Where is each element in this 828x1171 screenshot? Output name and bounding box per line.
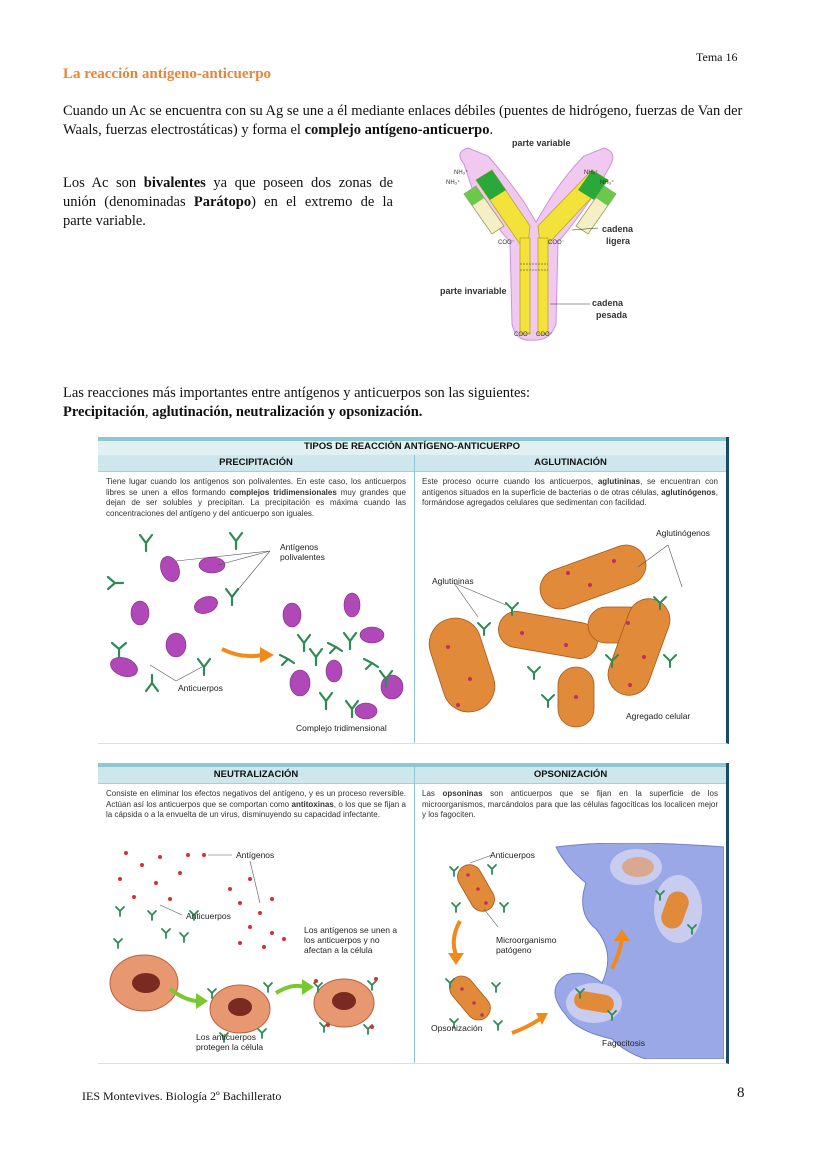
label-agregado-celular: Agregado celular — [626, 711, 691, 721]
precipitacion-desc — [106, 477, 406, 519]
neutra-d1: Consiste en eliminar los efectos negativos del antígeno, y es un proceso reversible. Actúan así los anticuerpos que se comportan como — [106, 789, 406, 809]
section-title: La reacción antígeno-anticuerpo — [63, 66, 272, 82]
precipitacion-heading: PRECIPITACIÓN — [98, 455, 414, 472]
neutralizacion-desc — [106, 789, 406, 821]
label-anticuerpos-protegen: Los anticuerpos protegen la célula — [196, 1032, 264, 1052]
bivalent-paragraph — [63, 174, 393, 231]
precip-d1: Tiene lugar cuando los antígenos son polivalentes. En este caso, los anticuerpos libres se unen a ellos formando — [106, 477, 406, 497]
aglutinacion-heading: AGLUTINACIÓN — [415, 455, 726, 472]
label-anticuerpos-precip: Anticuerpos — [178, 683, 223, 693]
p1-text-end: . — [489, 122, 494, 138]
label-fagocitosis: Fagocitosis — [602, 1038, 645, 1048]
label-coo-a: COO⁻ — [498, 240, 515, 246]
label-nh3-b: NH₃⁺ — [446, 180, 461, 186]
precip-d2: muy grandes que dejan de ser solubles y precipitan. La precipitación es máxima cuando las concentraciones del antígeno y del anticuerpo son iguales. — [106, 487, 406, 518]
label-antigenos-neutra: Antígenos — [236, 850, 275, 860]
p2-text2: ya que poseen dos zonas de unión (denominadas — [63, 175, 393, 210]
aglut-d1: Este proceso ocurre cuando los anticuerpos, — [422, 477, 598, 486]
p1-bold: complejo antígeno-anticuerpo — [304, 122, 490, 138]
neutra-bold: antitoxinas — [291, 799, 334, 809]
label-coo-c: COO⁻ — [514, 332, 531, 338]
aglutinacion-desc — [422, 477, 718, 509]
aglut-bold1: aglutininas — [597, 477, 641, 486]
label-microorganismo: Microorganismo patógeno — [496, 935, 557, 955]
label-anticuerpos-neutra: Anticuerpos — [186, 911, 231, 921]
opson-d2: son anticuerpos que se fijan en la superficie de los microorganismos, marcándolos para que las células fagocíticas los localicen mejor y los fagociten. — [422, 789, 718, 819]
reactions-paragraph — [63, 384, 763, 422]
opson-d1: Las — [422, 789, 443, 798]
label-nh3-a: NH₃⁺ — [454, 170, 469, 176]
label-antigenos-polivalentes: Antígenos polivalentes — [280, 542, 325, 562]
precipitation-illustration — [102, 525, 412, 739]
agglutination-illustration — [418, 527, 722, 739]
header-topic: Tema 16 — [696, 50, 738, 64]
label-cadena-ligera-1: cadena — [602, 224, 634, 234]
aglut-bold2: aglutinógenos — [661, 487, 716, 497]
p2-bold-bivalentes: bivalentes — [143, 175, 206, 191]
opsonizacion-heading: OPSONIZACIÓN — [415, 767, 726, 784]
aglut-d3: , formándose agregados celulares que sedimentan con facilidad. — [422, 487, 718, 507]
p3-bold2: aglutinación, neutralización y opsonización. — [152, 404, 423, 420]
p1-text: Cuando un Ac se encuentra con su Ag se une a él mediante enlaces débiles (puentes de hidrógeno, fuerzas de Van der Waals, fuerzas electrostáticas) y forma el — [63, 103, 743, 138]
label-nh3-d: NH₃⁺ — [600, 180, 615, 186]
label-cadena-pesada-1: cadena — [592, 298, 624, 308]
label-anticuerpos-opson: Anticuerpos — [490, 850, 535, 860]
p2-text: Los Ac son — [63, 175, 144, 191]
label-coo-b: COO⁻ — [548, 240, 565, 246]
neutra-d2: , o los que se fijan a la cápsida o a la envuelta de un virus, disminuyendo su capacidad infectante. — [106, 799, 406, 819]
label-aglutininas: Aglutininas — [432, 576, 474, 586]
label-cadena-ligera-2: ligera — [606, 236, 631, 246]
page-number: 8 — [737, 1085, 745, 1101]
aglut-d2: , se encuentran con antígenos situados en la superficie de bacterias o de otras células, — [422, 477, 718, 497]
intro-paragraph — [63, 102, 763, 140]
reaction-types-panel — [98, 437, 729, 744]
label-parte-invariable: parte invariable — [440, 286, 507, 296]
label-cadena-pesada-2: pesada — [596, 310, 628, 320]
label-opsonizacion: Opsonización — [431, 1023, 483, 1033]
label-coo-d: COO⁻ — [536, 332, 553, 338]
label-aglutinogenos: Aglutinógenos — [656, 528, 710, 538]
reaction-types-panel-2 — [98, 763, 729, 1064]
neutralizacion-heading: NEUTRALIZACIÓN — [98, 767, 414, 784]
opsonizacion-desc — [422, 789, 718, 821]
opson-bold: opsoninas — [442, 789, 483, 798]
p3-sep: , — [144, 404, 153, 420]
p2-bold-paratopo: Parátopo — [193, 194, 252, 210]
label-complejo-tridimensional: Complejo tridimensional — [296, 723, 387, 733]
p3-line1: Las reacciones más importantes entre antígenos y anticuerpos son las siguientes: — [63, 385, 531, 401]
label-nh3-c: NH₃⁺ — [584, 170, 599, 176]
label-antigenos-se-unen: Los antígenos se unen a los anticuerpos y no afectan a la célula — [304, 925, 398, 955]
footer-institution: IES Montevives. Biología 2º Bachillerato — [82, 1089, 282, 1103]
p3-bold1: Precipitación — [63, 404, 145, 420]
panel-title: TIPOS DE REACCIÓN ANTÍGENO-ANTICUERPO — [98, 441, 726, 455]
p2-text3: ) en el extremo de la parte variable. — [63, 194, 393, 229]
antibody-diagram — [424, 134, 654, 348]
precip-bold: complejos tridimensionales — [229, 487, 337, 497]
label-parte-variable: parte variable — [512, 138, 571, 148]
